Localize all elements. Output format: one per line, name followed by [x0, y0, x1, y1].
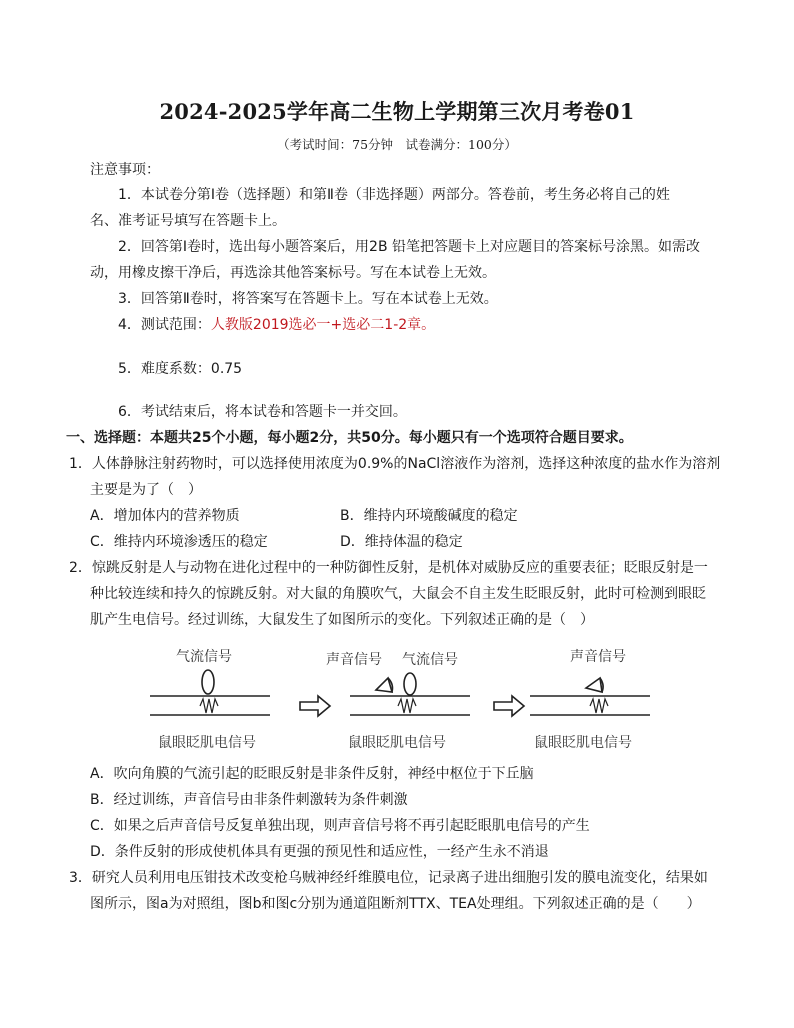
panel-2-air-label: 气流信号: [402, 652, 458, 668]
test-scope: 人教版2019选必一+选必二1-2章。: [210, 317, 436, 333]
q1-option-c: C．维持内环境渗透压的稳定: [90, 534, 268, 550]
note-5: 5．难度系数：0.75: [118, 361, 243, 377]
q1-stem-line-1: 1．人体静脉注射药物时，可以选择使用浓度为0.9%的NaCl溶液作为溶剂，选择这种浓度的盐水作为溶剂: [69, 456, 721, 472]
panel-2-trace: [350, 673, 470, 715]
air-puff-icon: [202, 670, 214, 694]
q1-option-b: B．维持内环境酸碱度的稳定: [340, 508, 518, 524]
q3-stem-line-1: 3．研究人员利用电压钳技术改变枪乌贼神经纤维膜电位，记录离子进出细胞引发的膜电流变化，结果如: [69, 870, 708, 886]
notes-heading: 注意事项：: [90, 162, 160, 178]
note-4-label: 4．测试范围：: [118, 317, 211, 333]
q2-stem-line-1: 2．惊跳反射是人与动物在进化过程中的一种防御性反射，是机体对威胁反应的重要表征；眨眼反射是一: [69, 560, 708, 576]
emg-waveform-icon: [590, 699, 608, 713]
panel-1-emg-label: 鼠眼眨肌电信号: [158, 735, 256, 751]
q2-option-c: C．如果之后声音信号反复单独出现，则声音信号将不再引起眨眼肌电信号的产生: [90, 818, 590, 834]
emg-waveform-icon: [200, 699, 218, 713]
figure-drawing: [140, 640, 680, 760]
panel-2-sound-label: 声音信号: [326, 652, 382, 668]
section-heading: 一、选择题：本题共25个小题，每小题2分，共50分。每小题只有一个选项符合题目要求。: [66, 430, 633, 446]
q2-stem-line-2: 种比较连续和持久的惊跳反射。对大鼠的角膜吹气，大鼠会不自主发生眨眼反射，此时可检测到眼眨: [90, 586, 706, 602]
q2-option-a: A．吹向角膜的气流引起的眨眼反射是非条件反射，神经中枢位于下丘脑: [90, 766, 534, 782]
emg-waveform-icon: [398, 699, 416, 713]
right-arrow-icon: [300, 696, 330, 716]
note-1-line-1: 1．本试卷分第Ⅰ卷（选择题）和第Ⅱ卷（非选择题）两部分。答卷前，考生务必将自己的姓: [118, 187, 670, 203]
panel-3-sound-label: 声音信号: [570, 649, 626, 665]
note-2-line-1: 2．回答第Ⅰ卷时，选出每小题答案后，用2B 铅笔把答题卡上对应题目的答案标号涂黑。如需改: [118, 239, 700, 255]
panel-3-emg-label: 鼠眼眨肌电信号: [534, 735, 632, 751]
note-2-line-2: 动，用橡皮擦干净后，再选涂其他答案标号。写在本试卷上无效。: [90, 265, 496, 281]
note-1-line-2: 名、准考证号填写在答题卡上。: [90, 213, 286, 229]
conditioning-figure: [140, 640, 680, 760]
note-4: [118, 315, 435, 335]
q1-option-a: A．增加体内的营养物质: [90, 508, 240, 524]
panel-3-trace: [530, 678, 650, 715]
q2-option-d: D．条件反射的形成使机体具有更强的预见性和适应性，一经产生永不消退: [90, 844, 549, 860]
exam-info: （考试时间：75分钟 试卷满分：100分）: [277, 137, 517, 152]
q2-stem-line-3: 肌产生电信号。经过训练，大鼠发生了如图所示的变化。下列叙述正确的是（ ）: [90, 612, 594, 628]
q3-stem-line-2: 图所示，图a为对照组，图b和图c分别为通道阻断剂TTX、TEA处理组。下列叙述正确的是（ ）: [90, 896, 701, 912]
q1-stem-line-2: 主要是为了（ ）: [90, 482, 202, 498]
note-6: 6．考试结束后，将本试卷和答题卡一并交回。: [118, 404, 407, 420]
panel-1-air-label: 气流信号: [176, 649, 232, 665]
panel-1-trace: [150, 670, 270, 715]
panel-2-emg-label: 鼠眼眨肌电信号: [348, 735, 446, 751]
q2-option-b: B．经过训练，声音信号由非条件刺激转为条件刺激: [90, 792, 408, 808]
note-3: 3．回答第Ⅱ卷时，将答案写在答题卡上。写在本试卷上无效。: [118, 291, 498, 307]
sound-horn-icon: [586, 678, 602, 692]
page-title: 2024-2025学年高二生物上学期第三次月考卷01: [159, 99, 635, 124]
air-puff-icon: [404, 673, 416, 695]
q1-option-d: D．维持体温的稳定: [340, 534, 463, 550]
right-arrow-icon: [494, 696, 524, 716]
